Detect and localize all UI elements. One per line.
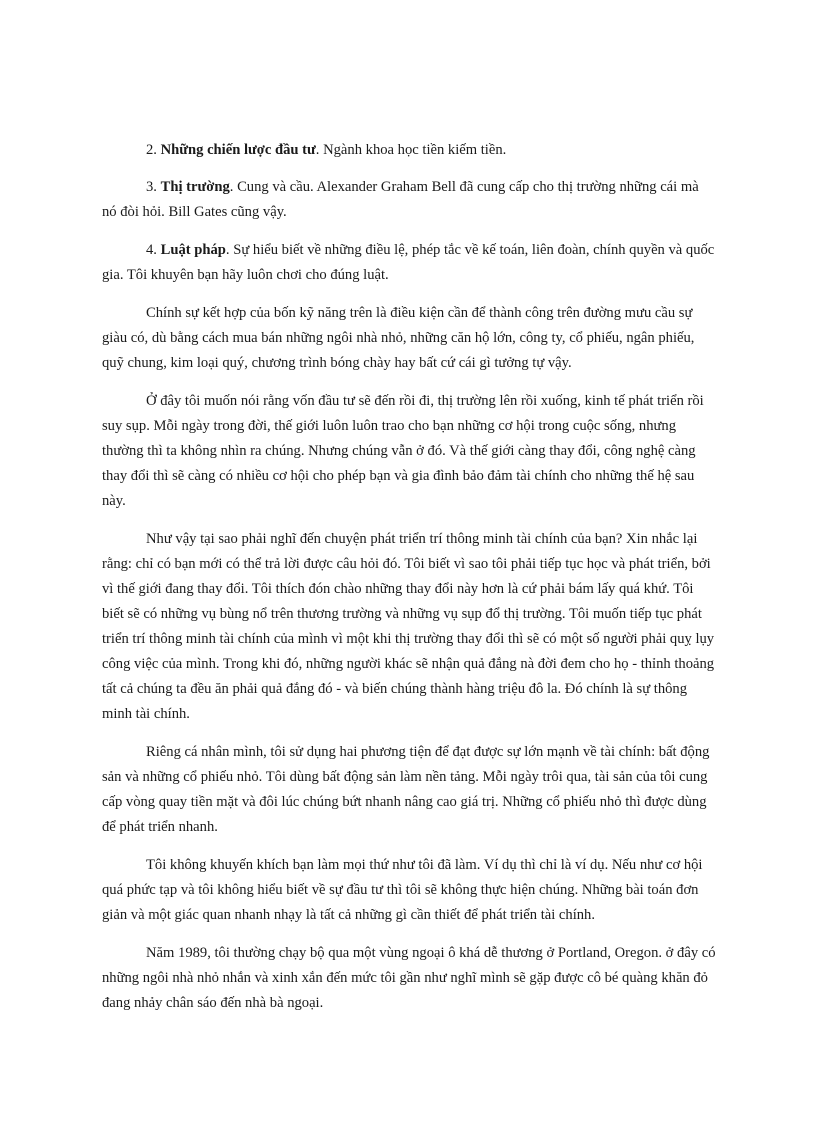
paragraph-personal-vehicles: Riêng cá nhân mình, tôi sử dụng hai phương tiện để đạt được sự lớn mạnh về tài chính: bất động sản và những cổ phiếu nhỏ. Tôi dùng bất động sản làm nền tảng. Mỗi ngày trôi qua, tài sản của tôi cung cấp vòng quay tiền mặt và đôi lúc chúng bứt nhanh nâng cao giá trị. Những cổ phiếu nhỏ thì được dùng để phát triển nhanh. <box>102 744 710 835</box>
list-item-text: . Ngành khoa học tiền kiếm tiền. <box>315 142 507 158</box>
list-item-text: . Sự hiểu biết về những điều lệ, phép tắc về kế toán, liên đoàn, chính quyền và quốc gia. Tôi khuyên bạn hãy luôn chơi cho đúng luật. <box>102 242 715 283</box>
list-item-term: Những chiến lược đầu tư <box>160 142 316 158</box>
list-item-number: 3. <box>146 179 157 195</box>
list-item-number: 4. <box>146 242 157 258</box>
list-item-text: . Cung và cầu. Alexander Graham Bell đã cung cấp cho thị trường những cái mà nó đòi hỏi. Bill Gates cũng vậy. <box>102 179 699 220</box>
document-body <box>102 138 716 1029</box>
paragraph-opportunities: Ở đây tôi muốn nói rằng vốn đầu tư sẽ đến rồi đi, thị trường lên rồi xuống, kinh tế phát triển rồi suy sụp. Mỗi ngày trong đời, thế giới luôn luôn trao cho bạn những cơ hội trong cuộc sống, nhưng thường thì ta không nhìn ra chúng. Nhưng chúng vẫn ở đó. Và thế giới càng thay đổi, công nghệ càng thay đổi thì sẽ càng có nhiều cơ hội cho phép bạn và gia đình bảo đảm tài chính cho những thế hệ sau này. <box>102 393 704 509</box>
list-item-investment-strategies <box>102 138 716 163</box>
list-item-term: Thị trường <box>160 179 230 195</box>
paragraph-four-skills: Chính sự kết hợp của bốn kỹ năng trên là điều kiện cần để thành công trên đường mưu cầu sự giàu có, dù bằng cách mua bán những ngôi nhà nhỏ, những căn hộ lớn, công ty, cổ phiếu, ngân phiếu, quỹ chung, kim loại quý, chương trình bóng chày hay bất cứ cái gì tưởng tự vậy. <box>102 305 695 371</box>
list-item-term: Luật pháp <box>160 242 226 258</box>
list-item-law <box>102 238 716 288</box>
paragraph-financial-intelligence: Như vậy tại sao phải nghĩ đến chuyện phát triển trí thông minh tài chính của bạn? Xin nhắc lại rằng: chỉ có bạn mới có thể trả lời được câu hỏi đó. Tôi biết vì sao tôi phải tiếp tục học và phát triển, bởi vì thế giới đang thay đổi. Tôi thích đón chào những thay đổi này hơn là cứ phải bám lấy quá khứ. Tôi biết sẽ có những vụ bùng nổ trên thương trường và những vụ sụp đổ thị trường. Tôi muốn tiếp tục phát triển trí thông minh tài chính của mình vì một khi thị trường thay đổi thì sẽ có một số người phải quỵ lụy công việc của mình. Trong khi đó, những người khác sẽ nhận quả đắng nà đời đem cho họ - thỉnh thoảng tất cả chúng ta đều ăn phải quả đắng đó - và biến chúng thành hàng triệu đô la. Đó chính là sự thông minh tài chính. <box>102 531 715 722</box>
paragraph-no-recommendation: Tôi không khuyến khích bạn làm mọi thứ như tôi đã làm. Ví dụ thì chỉ là ví dụ. Nếu như cơ hội quá phức tạp và tôi không hiểu biết về sự đầu tư thì tôi sẽ không thực hiện chúng. Những bài toán đơn giản và một giác quan nhanh nhạy là tất cả những gì cần thiết để phát triển tài chính. <box>102 857 703 923</box>
list-item-market <box>102 175 716 225</box>
paragraph-portland-1989: Năm 1989, tôi thường chạy bộ qua một vùng ngoại ô khá dễ thương ở Portland, Oregon. ở đây có những ngôi nhà nhỏ nhắn và xinh xắn đến mức tôi gần như nghĩ mình sẽ gặp được cô bé quàng khăn đỏ đang nhảy chân sáo đến nhà bà ngoại. <box>102 945 716 1011</box>
list-item-number: 2. <box>146 142 157 158</box>
